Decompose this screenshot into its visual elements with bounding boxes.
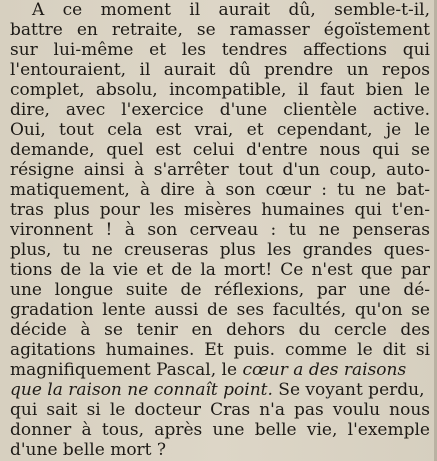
italic-quote: que la raison ne connaît point. xyxy=(10,380,273,400)
text-line: décide à se tenir en dehors du cercle des xyxy=(10,320,430,340)
text-line: matiquement, à dire à son cœur : tu ne bat- xyxy=(10,180,430,200)
text-line: tras plus pour les misères humaines qui t'en- xyxy=(10,200,430,220)
text-line: vironnent ! à son cerveau : tu ne penseras xyxy=(10,220,430,240)
text-line: complet, absolu, incompatible, il faut bien le xyxy=(10,80,430,100)
text-line: gradation lente aussi de ses facultés, qu'on se xyxy=(10,300,430,320)
italic-quote: cœur a des raisons xyxy=(242,360,407,380)
text-line: résigne ainsi à s'arrêter tout d'un coup, auto- xyxy=(10,160,430,180)
text-line: une longue suite de réflexions, par une dé- xyxy=(10,280,430,300)
text-segment: magnifiquement Pascal, le xyxy=(10,360,238,380)
text-line-mixed xyxy=(10,380,430,400)
text-line: donner à tous, après une belle vie, l'exemple xyxy=(10,420,430,440)
text-line: dire, avec l'exercice d'une clientèle active. xyxy=(10,100,430,120)
text-line: Oui, tout cela est vrai, et cependant, je le xyxy=(10,120,430,140)
text-line: qui sait si le docteur Cras n'a pas voulu nous xyxy=(10,400,430,420)
text-line: l'entouraient, il aurait dû prendre un repos xyxy=(10,60,430,80)
text-line: battre en retraite, se ramasser égoïstement xyxy=(10,20,430,40)
text-line: A ce moment il aurait dû, semble-t-il, xyxy=(32,0,430,20)
text-line: tions de la vie et de la mort! Ce n'est que par xyxy=(10,260,430,280)
text-line-mixed xyxy=(10,360,430,380)
text-line: plus, tu ne creuseras plus les grandes ques- xyxy=(10,240,430,260)
text-line: agitations humaines. Et puis. comme le dit si xyxy=(10,340,430,360)
text-line: sur lui-même et les tendres affections qui xyxy=(10,40,430,60)
text-line-last: d'une belle mort ? xyxy=(10,440,167,460)
text-segment: Se voyant perdu, xyxy=(272,380,425,400)
text-line: demande, quel est celui d'entre nous qui se xyxy=(10,140,430,160)
